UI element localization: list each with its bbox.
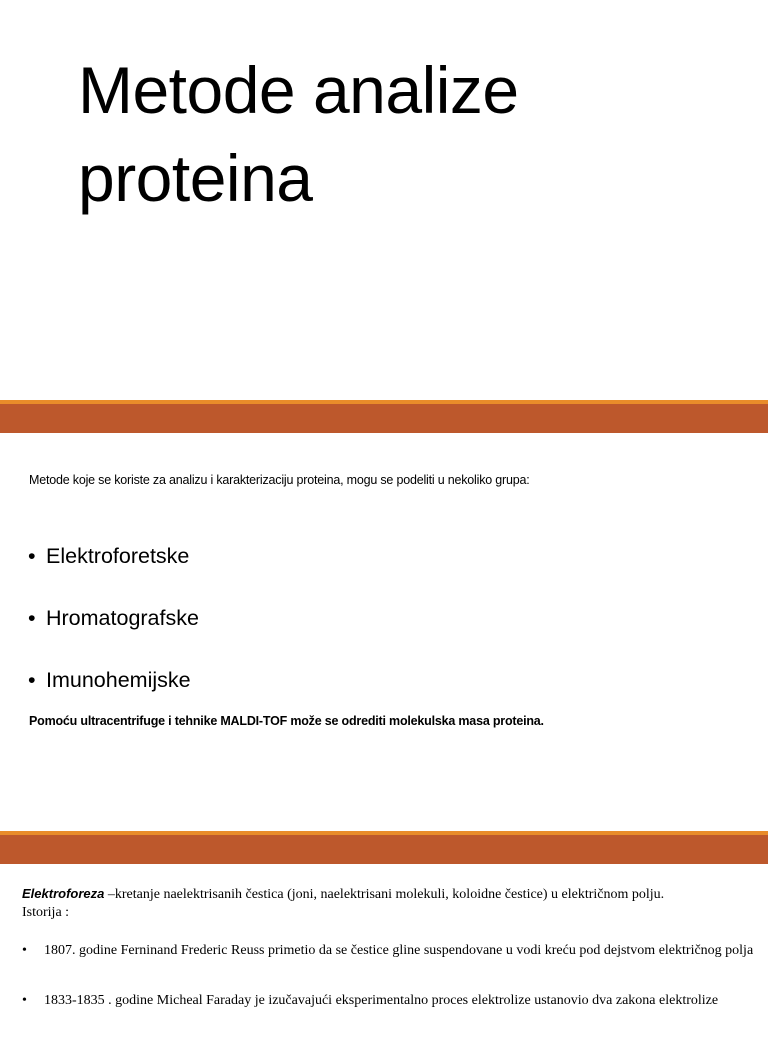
intro-text: Metode koje se koriste za analizu i karakterizaciju proteina, mogu se podeliti u nekoliko grupa: <box>29 473 530 487</box>
title-line-1: Metode analize <box>78 53 519 127</box>
bullet-icon: • <box>22 943 27 958</box>
bullet-icon: • <box>22 993 27 1008</box>
bullet-icon: • <box>28 668 36 692</box>
slide-methods <box>0 433 768 831</box>
separator-thick-stripe <box>0 835 768 864</box>
definition-text: –kretanje naelektrisanih čestica (joni, naelektrisani molekuli, koloidne čestice) u električnom polju. <box>104 887 665 902</box>
bullet-icon: • <box>28 544 36 568</box>
slide-title <box>0 0 768 400</box>
page-title <box>78 46 519 222</box>
slide-separator <box>0 400 768 433</box>
list-item <box>28 541 199 603</box>
term-label: Elektroforeza <box>22 886 105 901</box>
list-item <box>22 991 757 1010</box>
list-item <box>28 603 199 665</box>
history-label: Istorija : <box>22 905 70 920</box>
note-text: Pomoću ultracentrifuge i tehnike MALDI-TOF može se odrediti molekulska masa proteina. <box>29 714 544 728</box>
definition-paragraph <box>22 884 664 904</box>
list-item <box>22 941 757 960</box>
slide-separator <box>0 831 768 864</box>
list-item-label: Imunohemijske <box>46 668 191 692</box>
history-item-text: 1807. godine Fernin​and Frederic Reuss primetio da se čestice gline suspendovane u vodi kreću pod dejstvom električnog polja <box>44 943 754 958</box>
list-item-label: Hromatografske <box>46 606 199 630</box>
method-list <box>28 541 199 727</box>
history-item-text: 1833-1835 . godine Micheal Faraday je izučavajući eksperimentalno proces elektrolize ustanovio dva zakona elektrolize <box>44 993 719 1008</box>
bullet-icon: • <box>28 606 36 630</box>
slide-electrophoresis <box>0 866 768 1024</box>
list-item-label: Elektroforetske <box>46 544 190 568</box>
separator-thick-stripe <box>0 404 768 433</box>
title-line-2: proteina <box>78 141 313 215</box>
history-list <box>22 941 757 1041</box>
